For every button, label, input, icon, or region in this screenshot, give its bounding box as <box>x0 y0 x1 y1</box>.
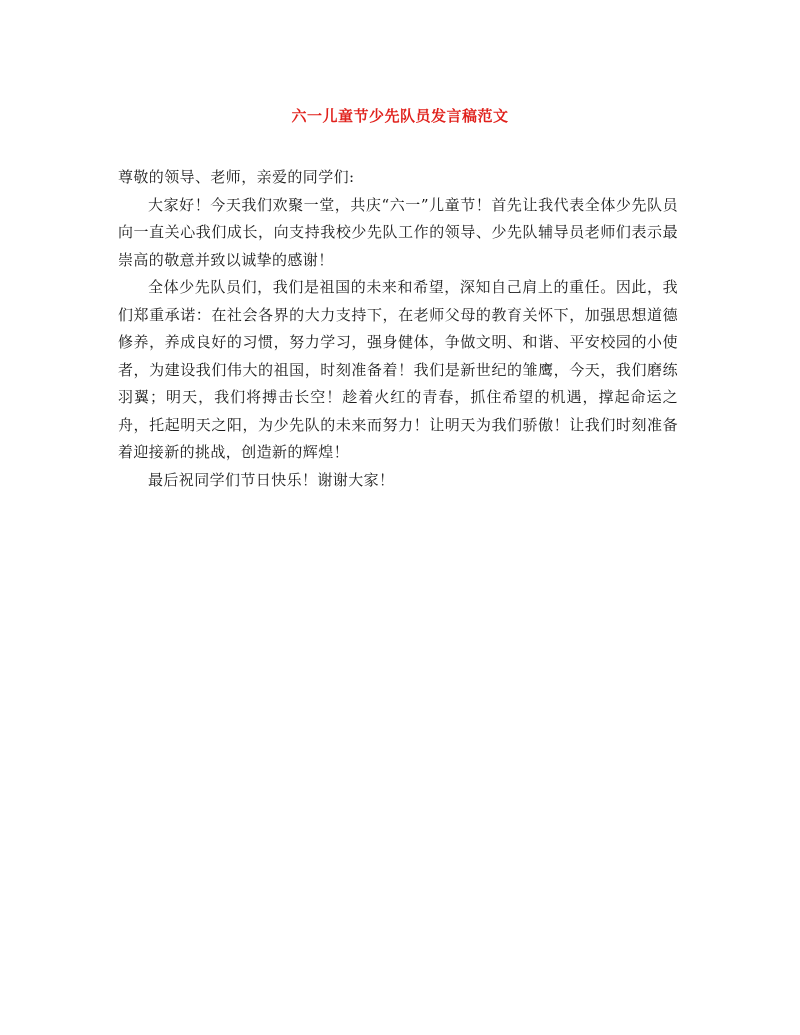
paragraph-closing: 最后祝同学们节日快乐！谢谢大家！ <box>148 470 395 489</box>
document-body <box>118 164 678 494</box>
paragraph-greeting: 大家好！今天我们欢聚一堂，共庆“六一”儿童节！首先让我代表全体少先队员向一直关心我们成长，向支持我校少先队工作的领导、少先队辅导员老师们表示最崇高的敬意并致以诚挚的感谢！ <box>118 195 678 269</box>
paragraph-pledge: 全体少先队员们，我们是祖国的未来和希望，深知自己肩上的重任。因此，我们郑重承诺：在社会各界的大力支持下，在老师父母的教育关怀下，加强思想道德修养，养成良好的习惯，努力学习，强身健体，争做文明、和谐、平安校园的小使者，为建设我们伟大的祖国，时刻准备着！我们是新世纪的雏鹰，今天，我们磨练羽翼；明天，我们将搏击长空！趁着火红的青春，抓住希望的机遇，撑起命运之舟，托起明天之阳，为少先队的未来而努力！让明天为我们骄傲！让我们时刻准备着迎接新的挑战，创造新的辉煌！ <box>118 278 678 461</box>
document-title: 六一儿童节少先队员发言稿范文 <box>291 107 509 125</box>
salutation: 尊敬的领导、老师，亲爱的同学们: <box>118 168 355 186</box>
